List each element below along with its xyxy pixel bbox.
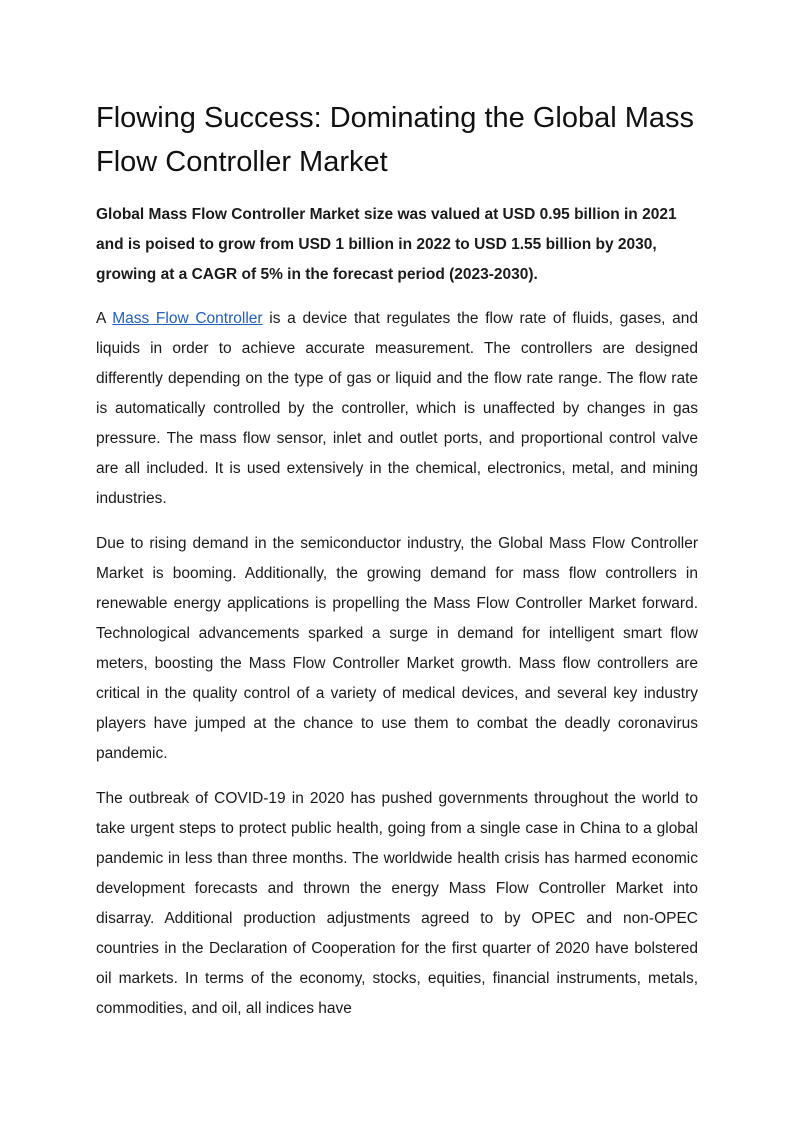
paragraph-intro-body: is a device that regulates the flow rate of fluids, gases, and liquids in order to achieve accurate measurement. The controllers are designed differently depending on the type of gas or liquid and the flow rate range. The flow rate is automatically controlled by the controller, which is unaffected by changes in gas pressure. The mass flow sensor, inlet and outlet ports, and proportional control valve are all included. It is used extensively in the chemical, electronics, metal, and mining industries. <box>96 310 698 507</box>
paragraph-intro-prefix: A <box>96 310 113 327</box>
lead-paragraph: Global Mass Flow Controller Market size was valued at USD 0.95 billion in 2021 and is poised to grow from USD 1 billion in 2022 to USD 1.55 billion by 2030, growing at a CAGR of 5% in the forecast period (2023-2030). <box>96 206 677 283</box>
article-title: Flowing Success: Dominating the Global Mass Flow Controller Market <box>96 102 694 178</box>
paragraph-covid: The outbreak of COVID-19 in 2020 has pushed governments throughout the world to take urgent steps to protect public health, going from a single case in China to a global pandemic in less than three months. The worldwide health crisis has harmed economic development forecasts and thrown the energy Mass Flow Controller Market into disarray. Additional production adjustments agreed to by OPEC and non-OPEC countries in the Declaration of Cooperation for the first quarter of 2020 have bolstered oil markets. In terms of the economy, stocks, equities, financial instruments, metals, commodities, and oil, all indices have <box>96 790 698 1017</box>
paragraph-intro <box>96 304 698 514</box>
document-page <box>96 96 698 1039</box>
mass-flow-controller-link[interactable]: Mass Flow Controller <box>112 310 263 327</box>
paragraph-demand: Due to rising demand in the semiconductor industry, the Global Mass Flow Controller Market is booming. Additionally, the growing demand for mass flow controllers in renewable energy applications is propelling the Mass Flow Controller Market forward. Technological advancements sparked a surge in demand for intelligent smart flow meters, boosting the Mass Flow Controller Market growth. Mass flow controllers are critical in the quality control of a variety of medical devices, and several key industry players have jumped at the chance to use them to combat the deadly coronavirus pandemic. <box>96 535 698 762</box>
